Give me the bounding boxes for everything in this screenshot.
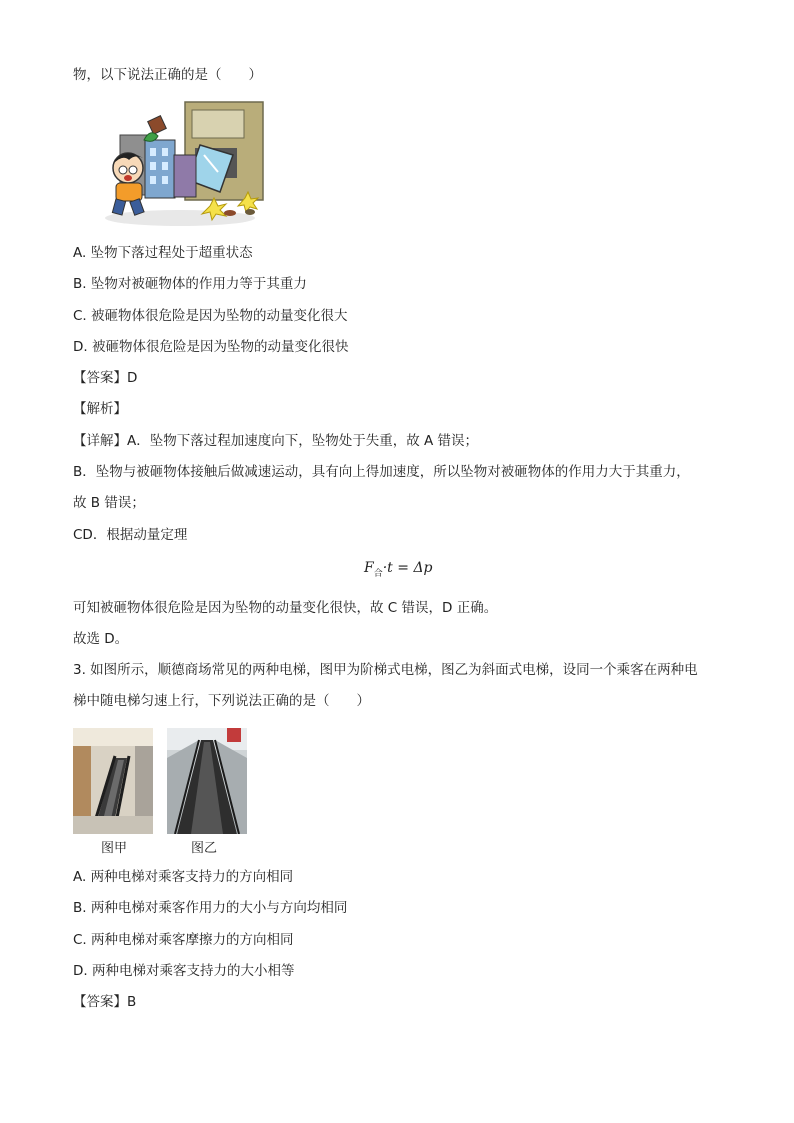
q3-option-b: B. 两种电梯对乘客作用力的大小与方向均相同 <box>73 900 348 916</box>
q2-detail-line-1: 【详解】A．坠物下落过程加速度向下，坠物处于失重，故 A 错误； <box>73 433 479 449</box>
q2-option-d: D. 被砸物体很危险是因为坠物的动量变化很快 <box>73 339 349 355</box>
q2-stem-tail: 物，以下说法正确的是（ ） <box>73 67 262 83</box>
q2-detail-line-3: 故 B 错误； <box>73 495 145 511</box>
falling-object-cartoon <box>100 100 266 230</box>
q3-option-c: C. 两种电梯对乘客摩擦力的方向相同 <box>73 932 294 948</box>
q3-option-a: A. 两种电梯对乘客支持力的方向相同 <box>73 869 294 885</box>
step-escalator-photo <box>73 728 153 834</box>
q3-option-d: D. 两种电梯对乘客支持力的大小相等 <box>73 963 295 979</box>
q2-detail-line-2: B．坠物与被砸物体接触后做减速运动，具有向上得加速度，所以坠物对被砸物体的作用力大于其重力， <box>73 464 690 480</box>
q2-option-b: B. 坠物对被砸物体的作用力等于其重力 <box>73 276 307 292</box>
q2-option-a: A. 坠物下落过程处于超重状态 <box>73 245 253 261</box>
q3-answer: 【答案】B <box>73 994 137 1010</box>
inclined-walkway-photo <box>167 728 247 834</box>
figure-1-caption: 图甲 <box>101 841 128 856</box>
q2-answer: 【答案】D <box>73 370 138 386</box>
formula-rest: ·t = Δp <box>382 560 433 576</box>
figure-2-caption: 图乙 <box>191 841 218 856</box>
q2-option-c: C. 被砸物体很危险是因为坠物的动量变化很大 <box>73 308 348 324</box>
q3-stem-line-1: 3. 如图所示，顺德商场常见的两种电梯，图甲为阶梯式电梯，图乙为斜面式电梯，设同一个乘客在两种电 <box>73 662 698 678</box>
q3-stem-line-2: 梯中随电梯匀速上行，下列说法正确的是（ ） <box>73 693 370 709</box>
momentum-theorem-formula <box>364 560 433 579</box>
q2-analysis-label: 【解析】 <box>73 401 127 417</box>
formula-subscript: 合 <box>373 568 383 579</box>
q2-choice: 故选 D。 <box>73 631 129 647</box>
q2-detail-line-4: CD．根据动量定理 <box>73 527 188 543</box>
q2-conclusion: 可知被砸物体很危险是因为坠物的动量变化很快，故 C 错误，D 正确。 <box>73 600 498 616</box>
formula-force: F <box>364 560 374 576</box>
